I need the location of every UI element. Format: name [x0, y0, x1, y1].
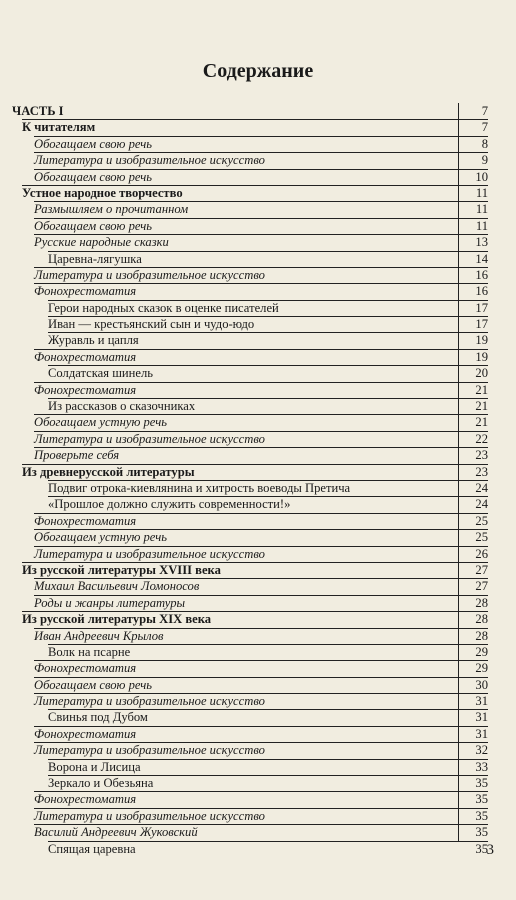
toc-entry-page: 28 — [475, 595, 488, 610]
toc-entry-page: 11 — [475, 218, 488, 233]
toc-entry-page: 25 — [475, 530, 488, 545]
toc-entry-page: 8 — [481, 136, 488, 151]
toc-entry-page: 27 — [475, 562, 488, 577]
toc-entry — [12, 251, 488, 267]
toc-entry-page: 27 — [475, 579, 488, 594]
toc-entry — [12, 644, 488, 660]
toc-entry-title: Герои народных сказок в оценке писателей — [48, 300, 279, 315]
toc-entry-page: 10 — [475, 169, 488, 184]
toc-entry-page: 23 — [475, 448, 488, 463]
toc-entry-page: 11 — [475, 202, 488, 217]
toc-entry — [12, 677, 488, 693]
toc-entry — [12, 464, 488, 480]
toc-entry — [12, 841, 488, 857]
toc-entry-page: 16 — [475, 284, 488, 299]
toc-entry — [12, 611, 488, 627]
toc-entry-title: Обогащаем свою речь — [34, 136, 153, 151]
toc-entry-page: 30 — [475, 677, 488, 692]
toc-entry-page: 28 — [475, 628, 488, 643]
toc-entry-title: Ворона и Лисица — [48, 759, 141, 774]
toc-entry-page: 23 — [475, 464, 488, 479]
toc-entry — [12, 234, 488, 250]
toc-entry — [12, 742, 488, 758]
toc-entry — [12, 431, 488, 447]
toc-entry-page: 20 — [475, 366, 488, 381]
toc-entry-page: 35 — [475, 841, 488, 856]
toc-entry-title: Иван Андреевич Крылов — [34, 628, 164, 643]
toc-entry-title: Литература и изобразительное искусство — [34, 808, 265, 823]
toc-entry — [12, 808, 488, 824]
toc-entry-title: Обогащаем устную речь — [34, 530, 167, 545]
toc-entry-title: Литература и изобразительное искусство — [34, 153, 265, 168]
toc-entry — [12, 300, 488, 316]
toc-entry-title: Спящая царевна — [48, 841, 136, 856]
toc-entry — [12, 529, 488, 545]
toc-entry-title: Литература и изобразительное искусство — [34, 743, 265, 758]
toc-entry — [12, 726, 488, 742]
toc-entry — [12, 218, 488, 234]
toc-entry-title: Литература и изобразительное искусство — [34, 267, 265, 282]
toc-entry-page: 7 — [481, 120, 488, 135]
toc-entry-title: Фонохрестоматия — [34, 349, 137, 364]
toc-entry-title: Иван — крестьянский сын и чудо-юдо — [48, 317, 255, 332]
toc-entry-title: Обогащаем свою речь — [34, 677, 153, 692]
toc-entry-title: Михаил Васильевич Ломоносов — [34, 579, 200, 594]
toc-entry-title: Солдатская шинель — [48, 366, 153, 381]
toc-entry-title: Из рассказов о сказочниках — [48, 399, 196, 414]
toc-entry — [12, 709, 488, 725]
toc-entry-page: 31 — [475, 694, 488, 709]
toc-entry-page: 7 — [481, 104, 488, 118]
toc-entry-title: Фонохрестоматия — [34, 513, 137, 528]
toc-entry — [12, 414, 488, 430]
toc-entry-title: Обогащаем свою речь — [34, 169, 153, 184]
toc-entry — [12, 316, 488, 332]
table-of-contents — [12, 103, 488, 857]
toc-entry-page: 19 — [475, 333, 488, 348]
toc-entry — [12, 759, 488, 775]
toc-entry-title: Журавль и цапля — [48, 333, 139, 348]
toc-entry-title: Фонохрестоматия — [34, 792, 137, 807]
toc-entry — [12, 775, 488, 791]
toc-entry-page: 32 — [475, 743, 488, 758]
toc-entry-title: К читателям — [22, 120, 96, 135]
toc-entry-page: 31 — [475, 726, 488, 741]
toc-entry-title: Царевна-лягушка — [48, 251, 142, 266]
toc-entry-title: Русские народные сказки — [34, 235, 169, 250]
toc-entry-title: Проверьте себя — [34, 448, 120, 463]
page-number: 3 — [486, 842, 494, 858]
toc-entry — [12, 660, 488, 676]
toc-entry — [12, 152, 488, 168]
toc-entry-title: ЧАСТЬ I — [12, 104, 64, 118]
toc-entry — [12, 562, 488, 578]
toc-entry-title: Волк на псарне — [48, 644, 131, 659]
toc-entry-title: Василий Андреевич Жуковский — [34, 825, 198, 840]
toc-entry-title: Литература и изобразительное искусство — [34, 546, 265, 561]
toc-entry — [12, 136, 488, 152]
toc-entry — [12, 480, 488, 496]
toc-entry-page: 21 — [475, 382, 488, 397]
toc-entry — [12, 824, 488, 840]
toc-entry-title: Размышляем о прочитанном — [34, 202, 189, 217]
toc-entry-title: Литература и изобразительное искусство — [34, 431, 265, 446]
toc-entry-page: 31 — [475, 710, 488, 725]
toc-entry-page: 35 — [475, 808, 488, 823]
toc-entry-title: Свинья под Дубом — [48, 710, 148, 725]
toc-entry-title: Литература и изобразительное искусство — [34, 694, 265, 709]
toc-entry-title: Фонохрестоматия — [34, 661, 137, 676]
toc-entry — [12, 103, 488, 119]
toc-entry-page: 33 — [475, 759, 488, 774]
toc-entry — [12, 185, 488, 201]
toc-entry — [12, 791, 488, 807]
toc-entry-title: Фонохрестоматия — [34, 284, 137, 299]
toc-entry-page: 17 — [475, 317, 488, 332]
toc-entry-title: Обогащаем свою речь — [34, 218, 153, 233]
toc-entry-page: 21 — [475, 399, 488, 414]
toc-entry — [12, 546, 488, 562]
toc-entry-page: 24 — [475, 497, 488, 512]
toc-entry — [12, 595, 488, 611]
toc-entry-title: Роды и жанры литературы — [34, 595, 186, 610]
toc-entry — [12, 119, 488, 135]
toc-entry-page: 35 — [475, 825, 488, 840]
toc-entry-page: 35 — [475, 792, 488, 807]
toc-entry-title: Подвиг отрока-киевлянина и хитрость воеводы Претича — [48, 480, 351, 495]
toc-entry — [12, 332, 488, 348]
toc-entry-page: 9 — [481, 153, 488, 168]
toc-entry-title: Фонохрестоматия — [34, 382, 137, 397]
toc-entry — [12, 513, 488, 529]
toc-entry — [12, 349, 488, 365]
toc-entry-title: Обогащаем устную речь — [34, 415, 167, 430]
toc-entry-page: 24 — [475, 480, 488, 495]
toc-entry-page: 28 — [475, 612, 488, 627]
toc-entry-page: 11 — [475, 185, 488, 200]
toc-entry-page: 35 — [475, 776, 488, 791]
toc-entry-page: 14 — [475, 251, 488, 266]
toc-entry-page: 29 — [475, 644, 488, 659]
toc-entry-page: 25 — [475, 513, 488, 528]
toc-entry-page: 19 — [475, 349, 488, 364]
toc-entry-title: Из древнерусской литературы — [22, 464, 195, 479]
toc-entry-page: 26 — [475, 546, 488, 561]
toc-entry-title: Зеркало и Обезьяна — [48, 776, 154, 791]
toc-entry-page: 22 — [475, 431, 488, 446]
toc-entry-page: 21 — [475, 415, 488, 430]
toc-entry-page: 13 — [475, 235, 488, 250]
toc-entry-title: Из русской литературы XVIII века — [22, 562, 221, 577]
toc-entry — [12, 201, 488, 217]
toc-entry — [12, 365, 488, 381]
toc-entry-page: 17 — [475, 300, 488, 315]
toc-entry — [12, 267, 488, 283]
toc-entry-title: Устное народное творчество — [22, 185, 183, 200]
toc-entry-title: Из русской литературы XIX века — [22, 612, 212, 627]
toc-entry — [12, 382, 488, 398]
toc-entry-page: 29 — [475, 661, 488, 676]
toc-entry-page: 16 — [475, 267, 488, 282]
toc-entry — [12, 578, 488, 594]
toc-entry — [12, 447, 488, 463]
toc-entry-title: Фонохрестоматия — [34, 726, 137, 741]
page-title: Содержание — [202, 60, 314, 82]
toc-entry — [12, 628, 488, 644]
toc-entry — [12, 169, 488, 185]
toc-entry — [12, 398, 488, 414]
toc-entry-title: «Прошлое должно служить современности!» — [48, 497, 291, 512]
toc-entry — [12, 693, 488, 709]
toc-entry — [12, 283, 488, 299]
toc-entry — [12, 496, 488, 512]
